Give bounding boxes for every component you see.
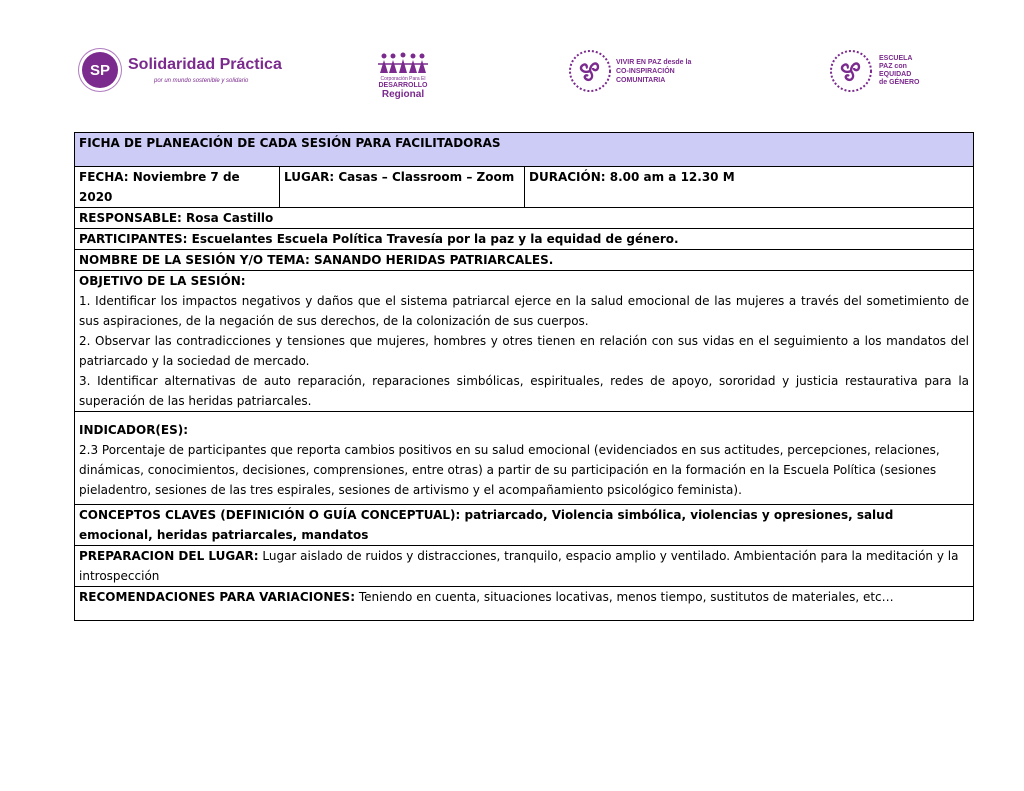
triskelion-icon <box>568 49 612 93</box>
participantes-row <box>75 229 974 250</box>
objetivo-item: 3. Identificar alternativas de auto reparación, reparaciones simbólicas, espirituales, redes de apoyo, sororidad y justicia restaurativa para la superación de las heridas patriarcales. <box>79 374 969 408</box>
duracion-cell: DURACIÓN: 8.00 am a 12.30 M <box>525 167 974 208</box>
dr-line-3: Regional <box>381 89 425 100</box>
recomendaciones-cell <box>75 587 974 621</box>
participantes-cell: PARTICIPANTES: Escuelantes Escuela Política Travesía por la paz y la equidad de género. <box>75 229 974 250</box>
conceptos-row <box>75 505 974 546</box>
indicador-cell <box>75 412 974 505</box>
recomendaciones-row <box>75 587 974 621</box>
sp-name: Solidaridad Práctica <box>128 56 282 73</box>
date-place-duration-row <box>75 167 974 208</box>
objetivo-item: 2. Observar las contradicciones y tensiones que mujeres, hombres y otres tienen en relación con sus vidas en el seguimiento a los mandatos del patriarcado y la sociedad de mercado. <box>79 334 969 368</box>
objetivo-item: 1. Identificar los impactos negativos y daños que el sistema patriarcal ejerce en la salud emocional de las mujeres a través del sometimiento de sus aspiraciones, de la negación de sus derechos, de la colonización de sus cuerpos. <box>79 294 969 328</box>
preparacion-row <box>75 546 974 587</box>
people-figures-icon <box>378 52 428 74</box>
recomendaciones-label: RECOMENDACIONES PARA VARIACIONES: <box>79 590 355 604</box>
sheet-title: FICHA DE PLANEACIÓN DE CADA SESIÓN PARA FACILITADORAS <box>75 133 974 167</box>
responsable-cell: RESPONSABLE: Rosa Castillo <box>75 208 974 229</box>
escuela-paz-logo <box>829 49 919 93</box>
logo-bar <box>0 0 1024 110</box>
vp-line-3: COMUNITARIA <box>616 76 666 84</box>
preparacion-text: Lugar aislado de ruidos y distracciones, tranquilo, espacio amplio y ventilado. Ambientación para la meditación y la introspección <box>79 549 959 583</box>
ep-line-3: EQUIDAD <box>879 71 912 78</box>
sp-tagline: por un mundo sostenible y solidario <box>154 78 249 84</box>
conceptos-cell: CONCEPTOS CLAVES (DEFINICIÓN O GUÍA CONCEPTUAL): patriarcado, Violencia simbólica, violencias y opresiones, salud emocional, heridas patriarcales, mandatos <box>75 505 974 546</box>
desarrollo-regional-logo <box>378 52 428 100</box>
indicador-text: 2.3 Porcentaje de participantes que reporta cambios positivos en su salud emocional (evidenciados en sus actitudes, percepciones, relaciones, dinámicas, conocimientos, decisiones, comprensiones, entre otras) a partir de su participación en la formación en la Escuela Política (sesiones pieladentro, sesiones de las tres espirales, sesiones de artivismo y el acompañamiento psicológico feminista). <box>79 443 940 497</box>
ep-line-1: ESCUELA <box>879 55 913 62</box>
nombre-sesion-row <box>75 250 974 271</box>
vivir-en-paz-logo <box>568 49 691 93</box>
lugar-cell: LUGAR: Casas – Classroom – Zoom <box>280 167 525 208</box>
sp-badge-icon <box>82 52 118 88</box>
planning-sheet-table <box>74 132 974 621</box>
ep-line-2: PAZ con <box>879 63 907 70</box>
title-row <box>75 133 974 167</box>
ep-line-4: de GÉNERO <box>879 79 920 86</box>
dr-line-2: DESARROLLO <box>378 82 428 89</box>
vp-line-2: CO-INSPIRACIÓN <box>616 67 675 75</box>
nombre-sesion-cell: NOMBRE DE LA SESIÓN Y/O TEMA: SANANDO HERIDAS PATRIARCALES. <box>75 250 974 271</box>
preparacion-label: PREPARACION DEL LUGAR: <box>79 549 259 563</box>
triskelion-icon <box>829 49 873 93</box>
dr-line-1: Corporación Para El <box>380 76 426 82</box>
objetivo-row <box>75 271 974 412</box>
recomendaciones-text: Teniendo en cuenta, situaciones locativas, menos tiempo, sustitutos de materiales, etc… <box>355 590 894 604</box>
responsable-row <box>75 208 974 229</box>
solidaridad-practica-logo <box>82 52 282 88</box>
fecha-cell: FECHA: Noviembre 7 de 2020 <box>75 167 280 208</box>
sp-initials: SP <box>89 61 110 79</box>
preparacion-cell <box>75 546 974 587</box>
objetivo-title: OBJETIVO DE LA SESIÓN: <box>79 274 246 288</box>
vp-line-1: VIVIR EN PAZ desde la <box>616 58 692 66</box>
objetivo-cell <box>75 271 974 412</box>
indicador-title: INDICADOR(ES): <box>79 423 189 437</box>
indicador-row <box>75 412 974 505</box>
